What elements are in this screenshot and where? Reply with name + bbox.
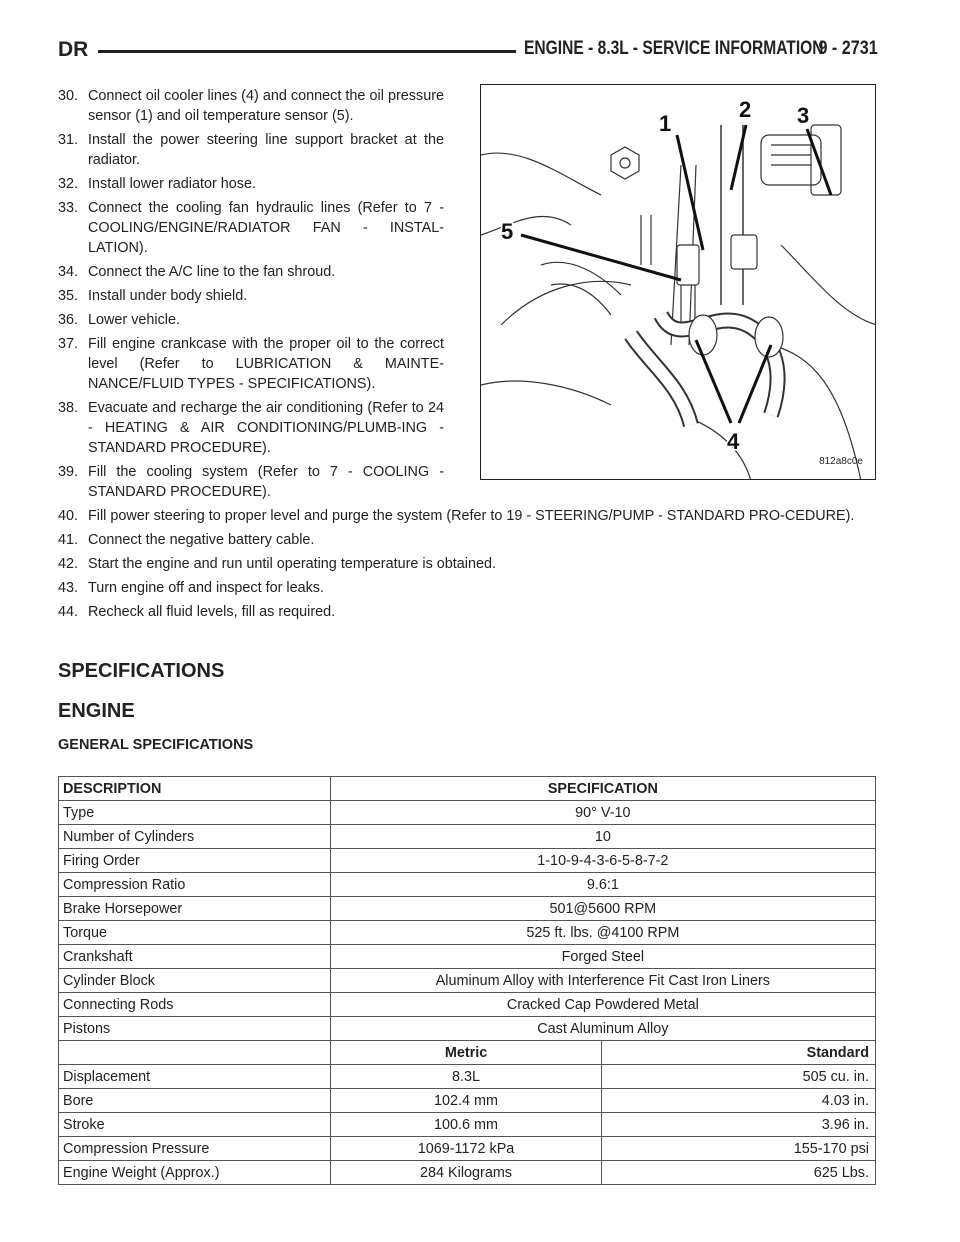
engine-heading: ENGINE bbox=[58, 700, 135, 722]
step-number: 35. bbox=[58, 288, 79, 304]
specification-header: SPECIFICATION bbox=[330, 777, 875, 801]
step-text: Recheck all fluid levels, fill as required. bbox=[88, 604, 336, 620]
step-text: Connect the cooling fan hydraulic lines (Refer to 7 - COOLING/ENGINE/RADIATOR FAN - INSTAL-LATION). bbox=[88, 200, 444, 256]
table-row bbox=[59, 921, 876, 945]
metric-value: 102.4 mm bbox=[330, 1089, 602, 1113]
step-text: Install the power steering line support bracket at the radiator. bbox=[88, 132, 444, 168]
spec-description: Connecting Rods bbox=[59, 993, 331, 1017]
table-row bbox=[59, 801, 876, 825]
callout-1: 1 bbox=[659, 111, 672, 136]
spec-description: Type bbox=[59, 801, 331, 825]
step-text: Fill the cooling system (Refer to 7 - COOLING - STANDARD PROCEDURE). bbox=[88, 464, 444, 500]
spec-description: Crankshaft bbox=[59, 945, 331, 969]
table-row bbox=[59, 1089, 876, 1113]
spec-value: 9.6:1 bbox=[330, 873, 875, 897]
step-text: Evacuate and recharge the air conditioning (Refer to 24 - HEATING & AIR CONDITIONING/PLUMB-ING - STANDARD PROCEDURE). bbox=[88, 400, 444, 456]
step-text: Connect the A/C line to the fan shroud. bbox=[88, 264, 336, 280]
table-row bbox=[59, 969, 876, 993]
table-row bbox=[59, 1137, 876, 1161]
spec-description: Cylinder Block bbox=[59, 969, 331, 993]
table-row bbox=[59, 1065, 876, 1089]
header-title: ENGINE - 8.3L - SERVICE INFORMATION bbox=[524, 38, 824, 59]
general-specifications-heading: GENERAL SPECIFICATIONS bbox=[58, 737, 254, 753]
spec-description: Compression Pressure bbox=[59, 1137, 331, 1161]
description-header: DESCRIPTION bbox=[59, 777, 331, 801]
step-number: 42. bbox=[58, 556, 79, 572]
callout-3: 3 bbox=[797, 103, 810, 128]
oil-cooler-lines-figure bbox=[480, 84, 876, 480]
step-text: Connect the negative battery cable. bbox=[88, 532, 315, 548]
metric-value: 284 Kilograms bbox=[330, 1161, 602, 1185]
table-row bbox=[59, 897, 876, 921]
table-row bbox=[59, 945, 876, 969]
unit-header-row bbox=[59, 1041, 876, 1065]
callout-4: 4 bbox=[727, 429, 740, 454]
spec-value: Cracked Cap Powdered Metal bbox=[330, 993, 875, 1017]
standard-value: 4.03 in. bbox=[602, 1089, 876, 1113]
figure-code: 812a8c0e bbox=[819, 456, 863, 467]
step-text: Install under body shield. bbox=[88, 288, 248, 304]
step-text: Connect oil cooler lines (4) and connect the oil pressure sensor (1) and oil temperature sensor (5). bbox=[88, 88, 444, 124]
engine-illustration bbox=[481, 85, 876, 480]
spec-description: Engine Weight (Approx.) bbox=[59, 1161, 331, 1185]
spec-description: Brake Horsepower bbox=[59, 897, 331, 921]
metric-header: Metric bbox=[330, 1041, 602, 1065]
table-header-row bbox=[59, 777, 876, 801]
step-number: 41. bbox=[58, 532, 79, 548]
page-number: 9 - 2731 bbox=[818, 38, 878, 59]
step-text: Install lower radiator hose. bbox=[88, 176, 256, 192]
spec-description: Compression Ratio bbox=[59, 873, 331, 897]
callout-2: 2 bbox=[739, 97, 752, 122]
standard-value: 625 Lbs. bbox=[602, 1161, 876, 1185]
table-row bbox=[59, 825, 876, 849]
header-rule bbox=[98, 50, 516, 53]
step-number: 44. bbox=[58, 604, 79, 620]
procedure-step bbox=[58, 578, 878, 598]
spec-description: Pistons bbox=[59, 1017, 331, 1041]
callout-5: 5 bbox=[501, 219, 514, 244]
step-number: 30. bbox=[58, 88, 79, 104]
table-row bbox=[59, 993, 876, 1017]
spec-value: 525 ft. lbs. @4100 RPM bbox=[330, 921, 875, 945]
standard-value: 505 cu. in. bbox=[602, 1065, 876, 1089]
step-number: 31. bbox=[58, 132, 79, 148]
table-row bbox=[59, 1017, 876, 1041]
step-text: Fill power steering to proper level and purge the system (Refer to 19 - STEERING/PUMP - STANDARD PRO-CEDURE). bbox=[88, 508, 855, 524]
spec-value: 10 bbox=[330, 825, 875, 849]
step-text: Start the engine and run until operating temperature is obtained. bbox=[88, 556, 497, 572]
step-number: 34. bbox=[58, 264, 79, 280]
standard-header: Standard bbox=[602, 1041, 876, 1065]
step-text: Fill engine crankcase with the proper oil to the correct level (Refer to LUBRICATION & MAINTE-NANCE/FLUID TYPES - SPECIFICATIONS). bbox=[88, 336, 444, 392]
step-number: 43. bbox=[58, 580, 79, 596]
metric-value: 1069-1172 kPa bbox=[330, 1137, 602, 1161]
step-number: 39. bbox=[58, 464, 79, 480]
empty-cell bbox=[59, 1041, 331, 1065]
table-row bbox=[59, 873, 876, 897]
manual-code: DR bbox=[58, 38, 89, 61]
spec-description: Firing Order bbox=[59, 849, 331, 873]
page-header bbox=[58, 36, 878, 66]
table-row bbox=[59, 1113, 876, 1137]
step-text: Lower vehicle. bbox=[88, 312, 180, 328]
step-number: 32. bbox=[58, 176, 79, 192]
step-text: Turn engine off and inspect for leaks. bbox=[88, 580, 324, 596]
standard-value: 155-170 psi bbox=[602, 1137, 876, 1161]
spec-description: Number of Cylinders bbox=[59, 825, 331, 849]
procedure-step bbox=[58, 554, 878, 574]
spec-value: Aluminum Alloy with Interference Fit Cast Iron Liners bbox=[330, 969, 875, 993]
spec-value: 90° V-10 bbox=[330, 801, 875, 825]
table-row bbox=[59, 1161, 876, 1185]
step-number: 38. bbox=[58, 400, 79, 416]
spec-value: 501@5600 RPM bbox=[330, 897, 875, 921]
spec-description: Stroke bbox=[59, 1113, 331, 1137]
step-number: 36. bbox=[58, 312, 79, 328]
spec-description: Torque bbox=[59, 921, 331, 945]
spec-value: Forged Steel bbox=[330, 945, 875, 969]
general-specifications-table bbox=[58, 776, 876, 1185]
metric-value: 100.6 mm bbox=[330, 1113, 602, 1137]
procedure-step bbox=[58, 530, 878, 550]
spec-description: Displacement bbox=[59, 1065, 331, 1089]
step-number: 33. bbox=[58, 200, 79, 216]
spec-description: Bore bbox=[59, 1089, 331, 1113]
standard-value: 3.96 in. bbox=[602, 1113, 876, 1137]
table-row bbox=[59, 849, 876, 873]
procedure-step bbox=[58, 602, 878, 622]
procedure-step bbox=[58, 506, 878, 526]
specifications-heading: SPECIFICATIONS bbox=[58, 660, 225, 682]
spec-value: Cast Aluminum Alloy bbox=[330, 1017, 875, 1041]
step-number: 40. bbox=[58, 508, 79, 524]
step-number: 37. bbox=[58, 336, 79, 352]
metric-value: 8.3L bbox=[330, 1065, 602, 1089]
spec-value: 1-10-9-4-3-6-5-8-7-2 bbox=[330, 849, 875, 873]
